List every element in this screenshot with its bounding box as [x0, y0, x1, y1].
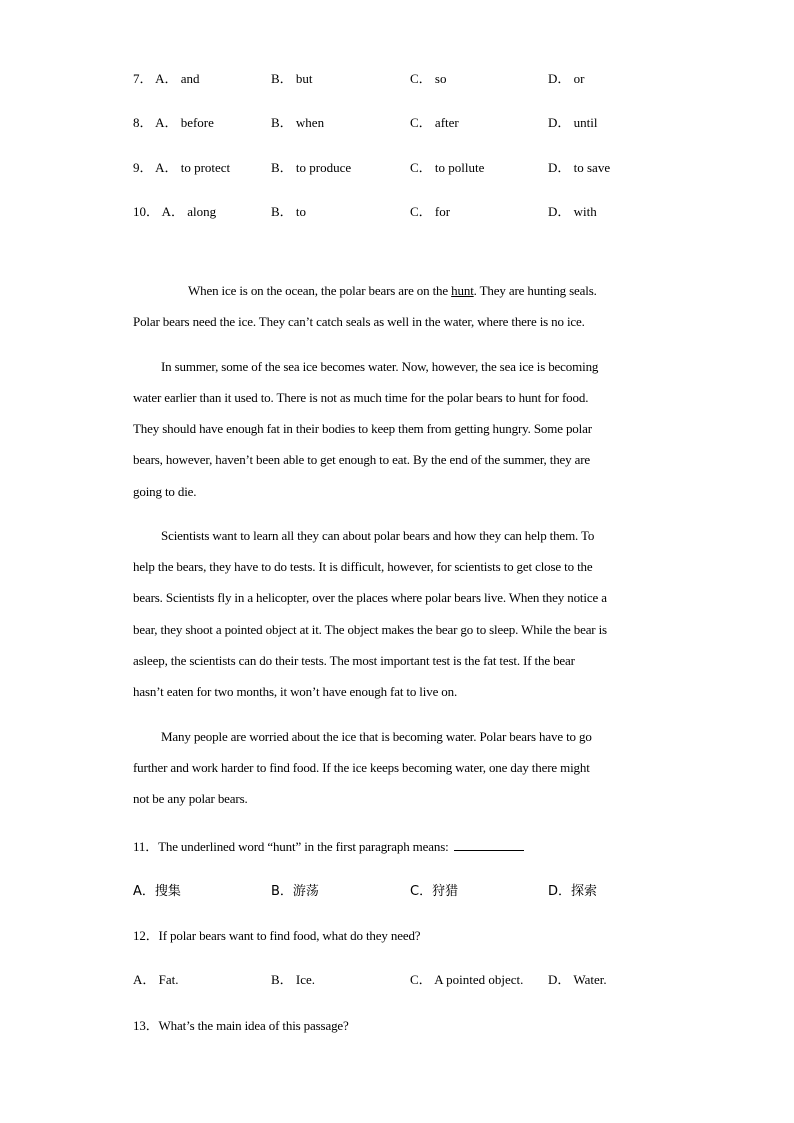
option-row-11 [133, 880, 693, 898]
passage-line: They should have enough fat in their bodies to keep them from getting hungry. Some polar [133, 421, 592, 436]
option-b: B．游荡 [271, 884, 319, 899]
option-row-8 [133, 112, 693, 130]
passage-line: further and work harder to find food. If the ice keeps becoming water, one day there might [133, 760, 590, 775]
passage-line: bears, however, haven’t been able to get enough to eat. By the end of the summer, they are [133, 452, 591, 467]
passage-line: help the bears, they have to do tests. It is difficult, however, for scientists to get close to the [133, 559, 593, 574]
option-a: 8． A． before [133, 115, 214, 130]
option-d: D． Water. [548, 972, 607, 987]
passage-line: going to die. [133, 484, 197, 499]
option-d: D．探索 [548, 884, 598, 899]
option-b: B． when [271, 115, 325, 130]
passage-line: Many people are worried about the ice that is becoming water. Polar bears have to go [161, 729, 592, 744]
option-row-7 [133, 68, 693, 86]
option-b: B． to produce [271, 160, 352, 175]
option-b: B． Ice. [271, 972, 316, 987]
option-a: A．搜集 [133, 884, 181, 899]
option-a: 10． A． along [133, 204, 217, 219]
passage-line: hasn’t eaten for two months, it won’t have enough fat to live on. [133, 684, 458, 699]
option-d: D． to save [548, 160, 611, 175]
answer-blank[interactable] [454, 838, 524, 851]
option-row-10 [133, 201, 693, 219]
option-b: B． but [271, 71, 313, 86]
option-row-9 [133, 157, 693, 175]
option-row-12 [133, 969, 693, 987]
option-d: D． until [548, 115, 598, 130]
option-d: D． with [548, 204, 597, 219]
option-b: B． to [271, 204, 307, 219]
passage-line: water earlier than it used to. There is not as much time for the polar bears to hunt for food. [133, 390, 589, 405]
option-c: C． to pollute [410, 160, 485, 175]
option-c: C． so [410, 71, 447, 86]
question-12: 12．If polar bears want to find food, what do they need? [133, 928, 421, 943]
passage-line: When ice is on the ocean, the polar bears are on the hunt. They are hunting seals. [188, 283, 597, 298]
passage-line: bear, they shoot a pointed object at it. The object makes the bear go to sleep. While the bear is [133, 622, 607, 637]
option-c: C． after [410, 115, 459, 130]
option-a: A． Fat. [133, 972, 179, 987]
passage-line: Polar bears need the ice. They can’t catch seals as well in the water, where there is no ice. [133, 314, 585, 329]
question-11: 11．The underlined word “hunt” in the first paragraph means: [133, 836, 524, 855]
option-a: 7． A． and [133, 71, 200, 86]
option-d: D． or [548, 71, 585, 86]
passage-line: not be any polar bears. [133, 791, 248, 806]
passage-line: In summer, some of the sea ice becomes water. Now, however, the sea ice is becoming [161, 359, 599, 374]
option-a: 9． A． to protect [133, 160, 231, 175]
option-c: C． for [410, 204, 451, 219]
option-c: C． A pointed object. [410, 972, 524, 987]
option-c: C．狩猎 [410, 884, 459, 899]
question-13: 13．What’s the main idea of this passage? [133, 1018, 349, 1033]
underlined-word: hunt [451, 283, 474, 298]
passage-line: Scientists want to learn all they can about polar bears and how they can help them. To [161, 528, 595, 543]
passage-line: asleep, the scientists can do their tests. The most important test is the fat test. If the bear [133, 653, 575, 668]
passage-line: bears. Scientists fly in a helicopter, over the places where polar bears live. When they notice a [133, 590, 607, 605]
